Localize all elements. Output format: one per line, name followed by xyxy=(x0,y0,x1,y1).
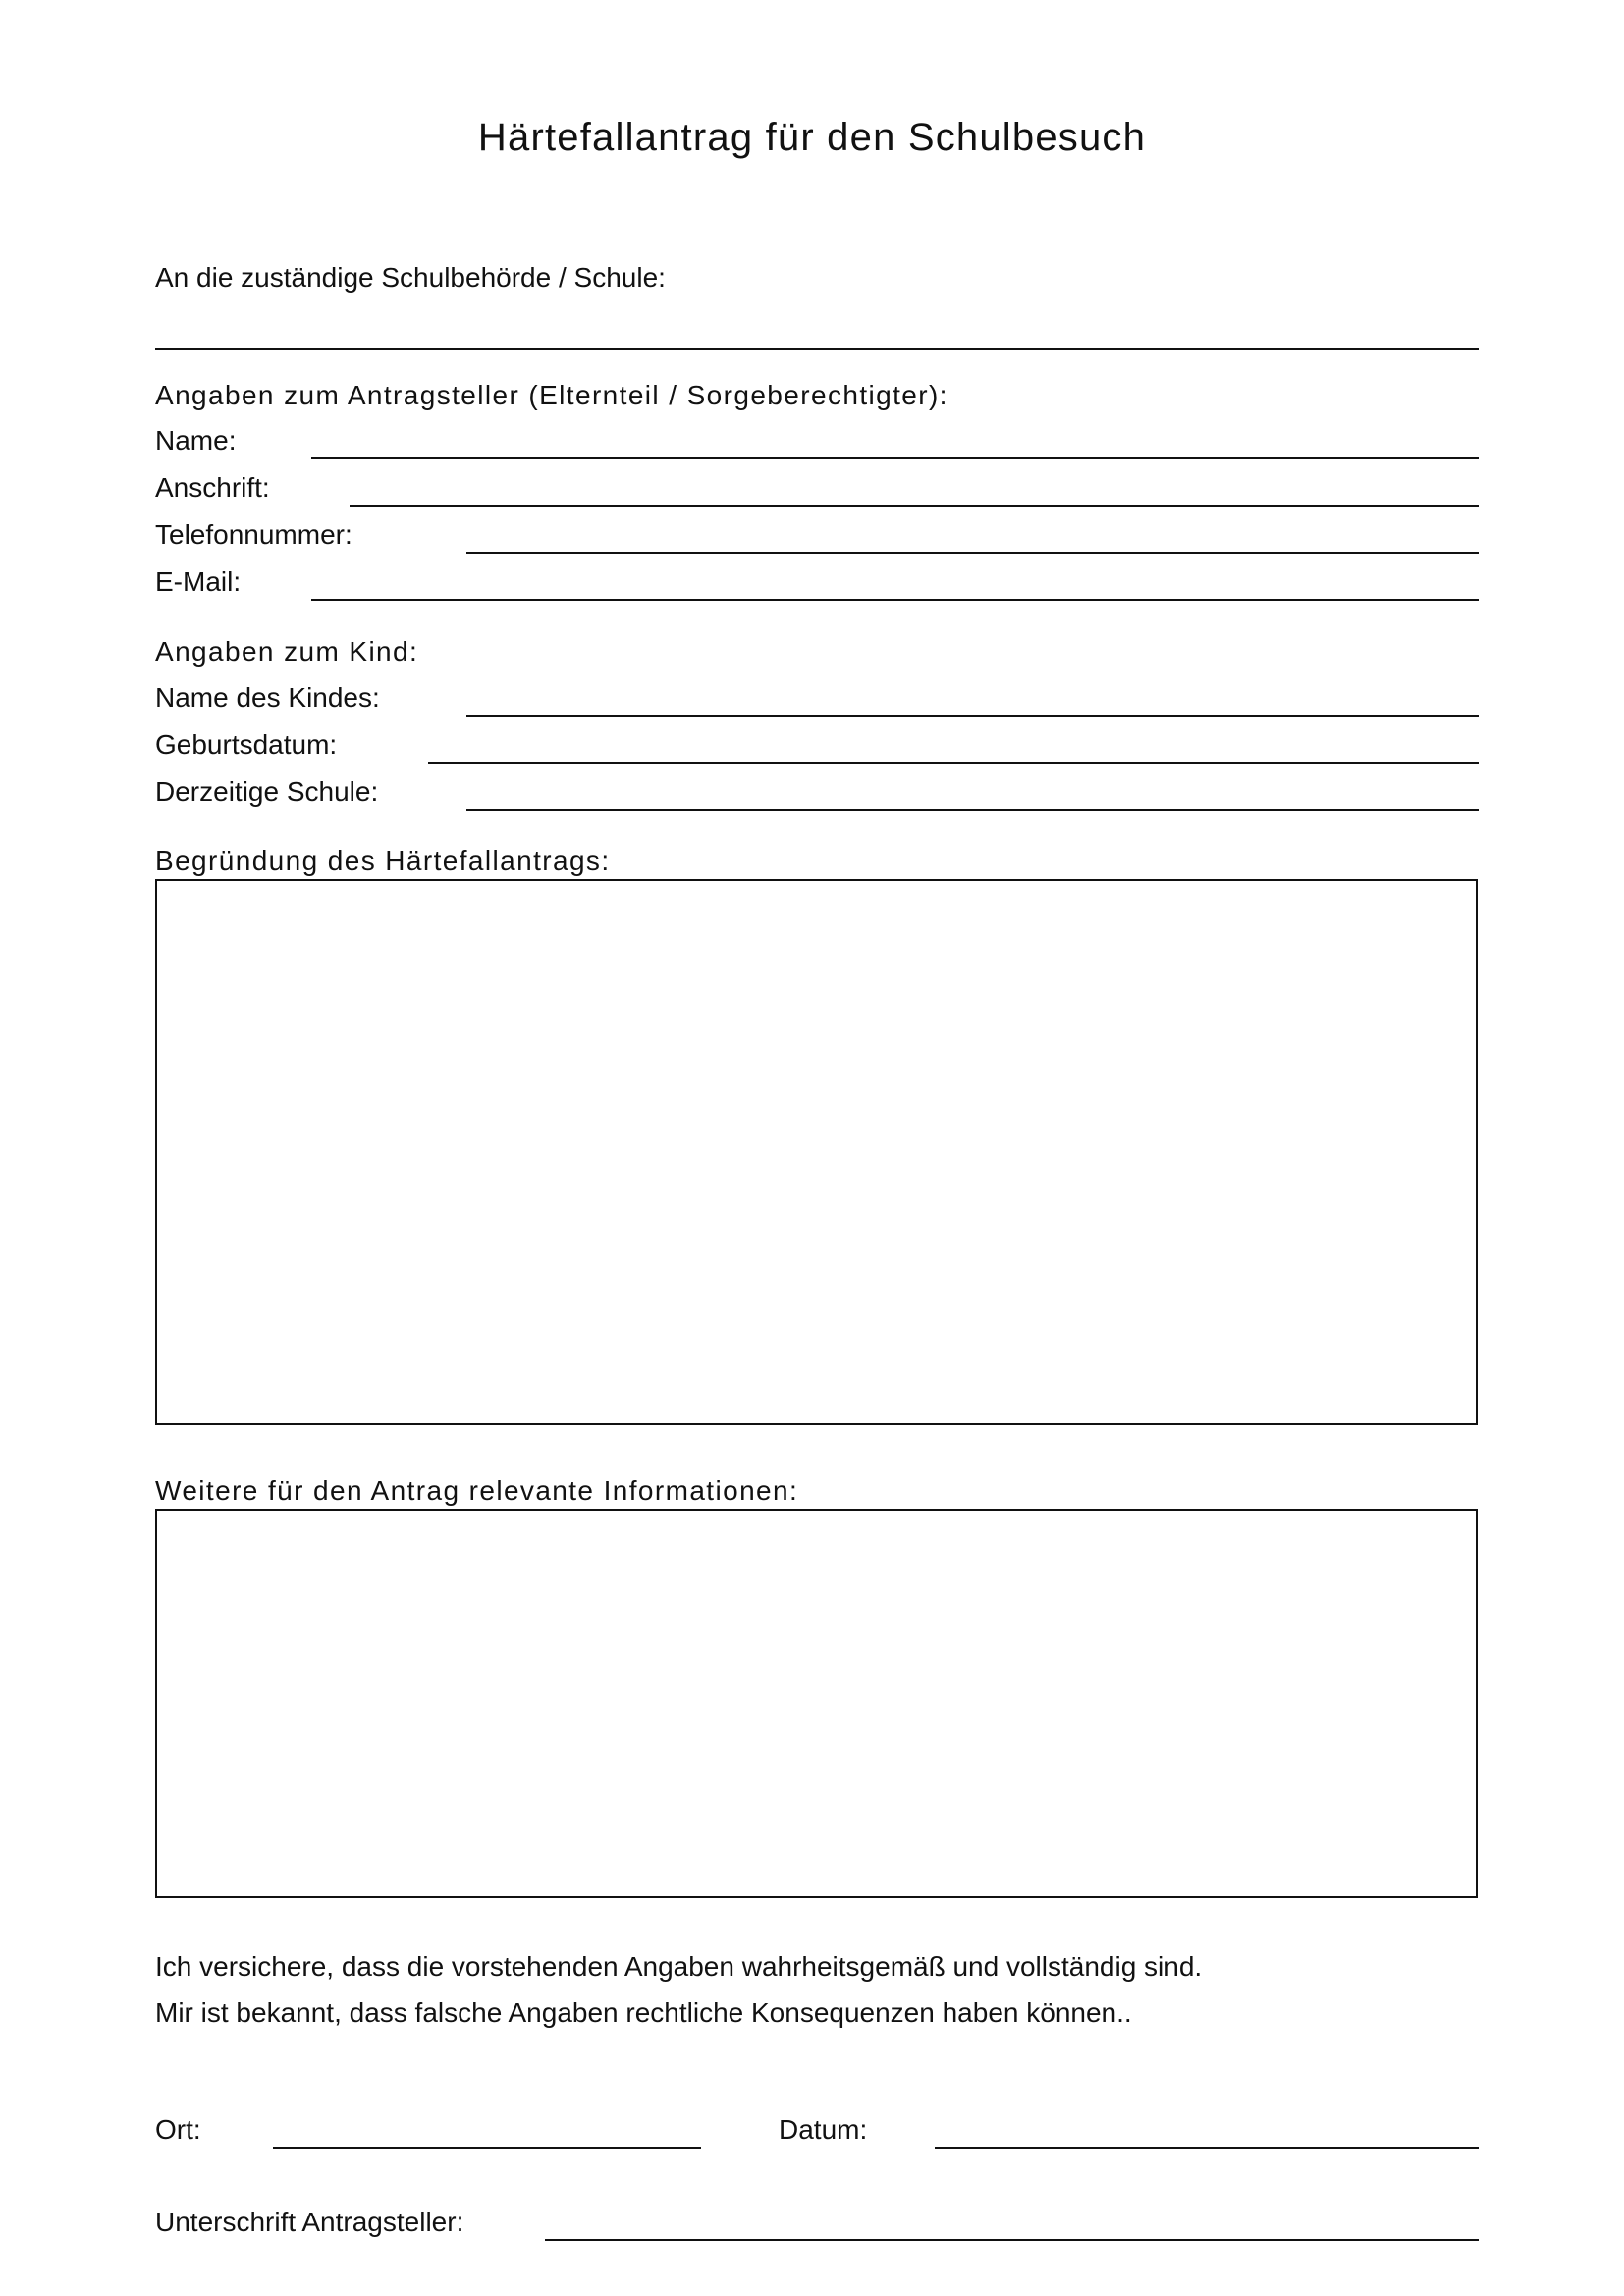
place-field[interactable] xyxy=(273,2147,701,2149)
date-label: Datum: xyxy=(779,2114,868,2145)
school-field[interactable] xyxy=(466,809,1479,811)
additional-textarea[interactable] xyxy=(155,1509,1478,1898)
recipient-label: An die zuständige Schulbehörde / Schule: xyxy=(155,262,666,293)
phone-label: Telefonnummer: xyxy=(155,519,352,550)
child-name-label: Name des Kindes: xyxy=(155,682,380,713)
child-name-field[interactable] xyxy=(466,715,1479,717)
signature-field[interactable] xyxy=(545,2239,1479,2241)
recipient-field[interactable] xyxy=(155,348,1479,350)
child-heading: Angaben zum Kind: xyxy=(155,636,419,667)
school-label: Derzeitige Schule: xyxy=(155,776,379,807)
reason-heading: Begründung des Härtefallantrags: xyxy=(155,845,611,876)
phone-field[interactable] xyxy=(466,552,1479,554)
email-field[interactable] xyxy=(311,599,1479,601)
date-field[interactable] xyxy=(935,2147,1479,2149)
name-field[interactable] xyxy=(311,457,1479,459)
signature-label: Unterschrift Antragsteller: xyxy=(155,2207,464,2237)
additional-heading: Weitere für den Antrag relevante Informationen: xyxy=(155,1475,799,1506)
reason-textarea[interactable] xyxy=(155,879,1478,1425)
place-label: Ort: xyxy=(155,2114,201,2145)
declaration-line-2: Mir ist bekannt, dass falsche Angaben rechtliche Konsequenzen haben können.. xyxy=(155,1998,1132,2028)
birthdate-label: Geburtsdatum: xyxy=(155,729,338,760)
email-label: E-Mail: xyxy=(155,566,242,597)
applicant-heading: Angaben zum Antragsteller (Elternteil / Sorgeberechtigter): xyxy=(155,380,948,410)
name-label: Name: xyxy=(155,425,237,455)
birthdate-field[interactable] xyxy=(428,762,1479,764)
address-label: Anschrift: xyxy=(155,472,270,503)
declaration-line-1: Ich versichere, dass die vorstehenden Angaben wahrheitsgemäß und vollständig sind. xyxy=(155,1951,1203,1982)
address-field[interactable] xyxy=(350,505,1479,507)
page-title: Härtefallantrag für den Schulbesuch xyxy=(477,116,1147,159)
